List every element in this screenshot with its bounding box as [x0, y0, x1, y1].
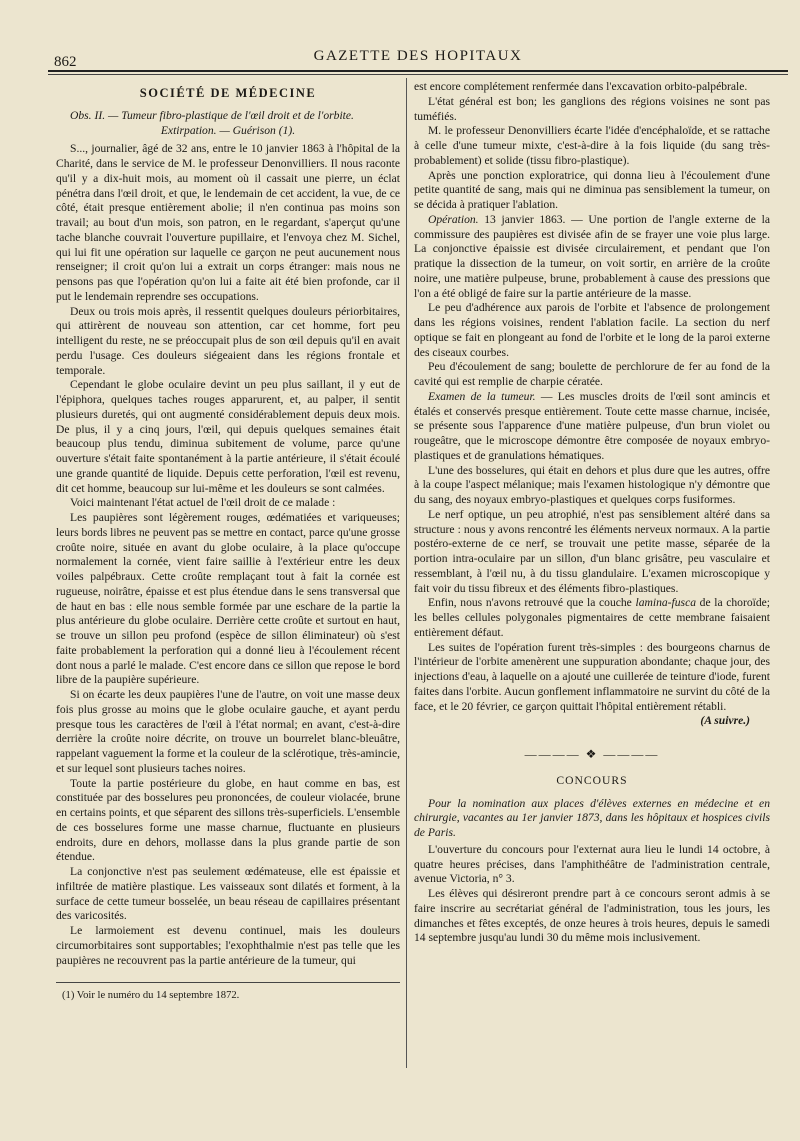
examen-paragraph	[414, 390, 770, 464]
paragraph: Peu d'écoulement de sang; boulette de perchlorure de fer au fond de la cavité qui est remplie de charpie cératée.	[414, 360, 770, 388]
to-be-continued: (A suivre.)	[700, 714, 750, 728]
right-column	[414, 80, 770, 946]
enfin-start: Enfin, nous n'avons retrouvé que la couche	[428, 596, 636, 610]
header-rule	[48, 70, 788, 72]
paragraph: Voici maintenant l'état actuel de l'œil droit de ce malade :	[70, 496, 336, 510]
concours-intro: Pour la nomination aux places d'élèves externes en médecine et en chirurgie, vacantes au 1er janvier 1873, dans les hôpitaux et hospices civils de Paris.	[414, 796, 770, 839]
paragraph: Les élèves qui désireront prendre part à ce concours seront admis à se faire inscrire au secrétariat général de l'administration, tous les jours, les dimanches et fêtes exceptés, de onze heures à trois heures, depuis le samedi 14 septembre jusqu'au lundi 30 du même mois inclusivement.	[414, 887, 770, 945]
section-title: SOCIÉTÉ DE MÉDECINE	[139, 86, 317, 100]
enfin-paragraph	[414, 596, 770, 640]
examen-text: — Les muscles droits de l'œil sont amincis et étalés et conservés presque entièrement. Toute cette masse charnue, incisée, se présente sous l'apparence d'une matière pulpeuse, d'un brun violet ou rougeâtre, que le microscope démontre être composée de noyaux embryo-plastiques et de granulations hématiques.	[414, 389, 770, 462]
enfin-italic: lamina-fusca	[635, 596, 697, 610]
paragraph: L'état général est bon; les ganglions des régions voisines ne sont pas tuméfiés.	[414, 94, 770, 123]
observation-subtitle: Extirpation. — Guérison (1).	[160, 123, 296, 137]
paragraph: Le larmoiement est devenu continuel, mais les douleurs circumorbitaires sont supportables; l'exophthalmie n'est pas telle que les paupières ne recouvrent pas la partie antérieure de la tumeur, qui	[56, 924, 400, 967]
column-divider	[406, 78, 407, 1068]
concours-title: CONCOURS	[556, 773, 628, 787]
running-title: GAZETTE DES HOPITAUX	[313, 48, 523, 64]
paragraph: Si on écarte les deux paupières l'une de l'autre, on voit une masse deux fois plus grosse au moins que le globe oculaire gauche, et ayant perdu presque tous les caractères de l'œil à l'état normal; en avant, c'est-à-dire derrière la croûte noire décrite, on trouve un bourrelet blanc-bleuâtre, rappelant vaguement la forme et la couleur de la sclérotique, très-amincie, et sur lequel sont plusieurs taches noires.	[56, 688, 400, 775]
paragraph: Les suites de l'opération furent très-simples : des bourgeons charnus de l'intérieur de l'orbite amenèrent une suppuration abondante; chaque jour, des injections d'eau, à laquelle on a ajouté une cuillerée de teinture d'iode, furent faites dans l'orbite. Aucun gonflement inflammatoire ne survint du côté de la face, et le 20 février, ce garçon quittait l'hôpital entièrement rétabli.	[414, 640, 770, 713]
operation-text: 13 janvier 1863. — Une portion de l'angle externe de la commissure des paupières est divisée afin de se frayer une voie plus large. La conjonctive épaissie est divisée circulairement, et pendant que l'on pratique la dissection de la tumeur, on voit sortir, en arrière de la croûte noire, une matière pulpeuse, brune, probablement à cause des pressions que l'on a été obligé de faire sur la partie antérieure de la masse.	[414, 212, 770, 300]
enfin-end: de la choroïde; les belles cellules polygonales pigmentaires de cette membrane faisaient entièrement défaut.	[414, 596, 770, 639]
paragraph: Cependant le globe oculaire devint un peu plus saillant, il y eut de l'épiphora, quelques taches rouges apparurent, et, au palper, il sentit plusieurs duretés, qui ont augmenté considérablement depuis deux mois. De plus, il y a cinq jours, l'œil, qui depuis quelques semaines était beaucoup plus tendu, diminua subitement de volume, parce qu'une ouverture s'était faite spontanément à la partie antérieure, il s'était écoulé une grande quantité de liquide. Depuis cette perforation, l'œil est revenu, dit cet homme, beaucoup sur lui-même et les douleurs se sont calmées.	[56, 378, 400, 495]
page-number: 862	[54, 54, 77, 70]
paragraph: M. le professeur Denonvilliers écarte l'idée d'encéphaloïde, et se rattache à celle d'une tumeur mixte, c'est-à-dire à la fois liquide (du sang très-probablement) et solide (tissu fibro-plastique).	[414, 124, 770, 167]
paragraph: S..., journalier, âgé de 32 ans, entre le 10 janvier 1863 à l'hôpital de la Charité, dans le service de M. le professeur Denonvilliers. Il nous raconte qu'il y a dix-huit mois, au moment où il cassait une pierre, un éclat pénétra dans l'œil droit, et que, le lendemain de cet accident, la vue, de ce côté, était presque entièrement abolie; il n'en continua pas moins son travail; au bout d'un mois, son patron, en le regardant, s'aperçut qu'une tache blanche couvrait l'ouverture pupillaire, et l'envoya chez M. Sichel, qui lui fit une opération sur laquelle ce garçon ne peut aucunement nous renseigner; il croit qu'on lui a extrait un corps étranger: mais nous ne pensons pas que l'opération qu'on lui a faite ait été bien profonde, car il put le lendemain reprendre ses occupations.	[56, 142, 400, 303]
examen-label: Examen de la tumeur.	[428, 389, 536, 403]
left-column	[56, 80, 400, 1004]
paragraph: est encore complétement renfermée dans l'excavation orbito-palpébrale.	[414, 80, 748, 93]
paragraph: Toute la partie postérieure du globe, en haut comme en bas, est constituée par des bosselures peu prononcées, de couleur violacée, brune en certains points, et que séparent des sillons très-superficiels. L'ensemble de ces bosselures forme une masse charnue, fluctuante en plusieurs endroits, dure en dehors, mollasse dans la plus grande partie de son étendue.	[56, 776, 400, 864]
header-rule-thin	[48, 74, 788, 75]
footnote: (1) Voir le numéro du 14 septembre 1872.	[62, 990, 240, 1002]
observation-title: Obs. II. — Tumeur fibro-plastique de l'œil droit et de l'orbite.	[70, 108, 354, 122]
paragraph: L'ouverture du concours pour l'externat aura lieu le lundi 14 octobre, à quatre heures précises, dans l'amphithéâtre de l'administration centrale, avenue Victoria, n° 3.	[414, 842, 770, 886]
operation-paragraph	[414, 213, 770, 302]
paragraph: L'une des bosselures, qui était en dehors et plus dure que les autres, offre à la coupe l'aspect mélanique; mais l'examen histologique n'y démontre que du sang, des noyaux embryo-plastiques et quelques corps fusiformes.	[414, 463, 770, 506]
paragraph: Deux ou trois mois après, il ressentit quelques douleurs périorbitaires, qui attirèrent de nouveau son attention, car cet homme, fort peu intelligent du reste, ne se préoccupait plus de son œil depuis qu'il en avait perdu l'usage. Ces douleurs siégeaient dans les régions frontale et temporale.	[56, 304, 400, 377]
paragraph: La conjonctive n'est pas seulement œdémateuse, elle est épaissie et infiltrée de matière plastique. Les vaisseaux sont dilatés et forment, à la surface de cette tumeur bosselée, un beau réseau de capillaires présentant des varicosités.	[56, 865, 400, 923]
paragraph: Le nerf optique, un peu atrophié, n'est pas sensiblement altéré dans sa structure : nous y avons rencontré les éléments nerveux normaux. A la partie postéro-externe de ce nerf, se trouvait une petite masse, séparée de la portion intra-oculaire par un sillon, d'un blanc grisâtre, peu vasculaire et ressemblant, à l'œil nu, à du tissu glandulaire. L'examen microscopique y fait voir du tissu fibreux et des éléments fibro-plastiques.	[414, 507, 770, 595]
page-header	[48, 44, 788, 70]
paragraph: Les paupières sont légèrement rouges, œdématiées et variqueuses; leurs bords libres ne peuvent pas se mettre en contact, parce qu'une grosse croûte noire, située en avant du globe oculaire, à la place qu'occupe normalement la cornée, vient faire saillie à l'extérieur entre les deux voiles palpébraux. Cette croûte remplaçant tout à fait la cornée est rugueuse, noirâtre, épaisse et est plus étendue dans le sens transversal que de haut en bas : elle nous semble formée par une eschare de la partie la plus antérieure du globe oculaire. Derrière cette croûte et surtout en haut, se trouve un sillon peu profond (espèce de sillon éliminateur) où s'est faite probablement la perforation qui a donné lieu à l'écoulement récent dont nous a parlé le malade. C'est encore dans ce sillon que repose le bord libre de la paupière supérieure.	[56, 511, 400, 687]
ornament-divider: ———— ❖ ————	[524, 747, 660, 761]
paragraph: Après une ponction exploratrice, qui donna lieu à l'écoulement d'une petite quantité de sang, mais qui ne diminua pas sensiblement la tumeur, on se décida à pratiquer l'ablation.	[414, 168, 770, 211]
footnote-rule	[56, 982, 400, 983]
operation-label: Opération.	[428, 212, 479, 226]
paragraph: Le peu d'adhérence aux parois de l'orbite et l'absence de prolongement dans les régions voisines, rendent l'ablation facile. La section du nerf optique se fait en plongeant au fond de l'orbite et le long de la paroi externe des ciseaux courbes.	[414, 301, 770, 359]
